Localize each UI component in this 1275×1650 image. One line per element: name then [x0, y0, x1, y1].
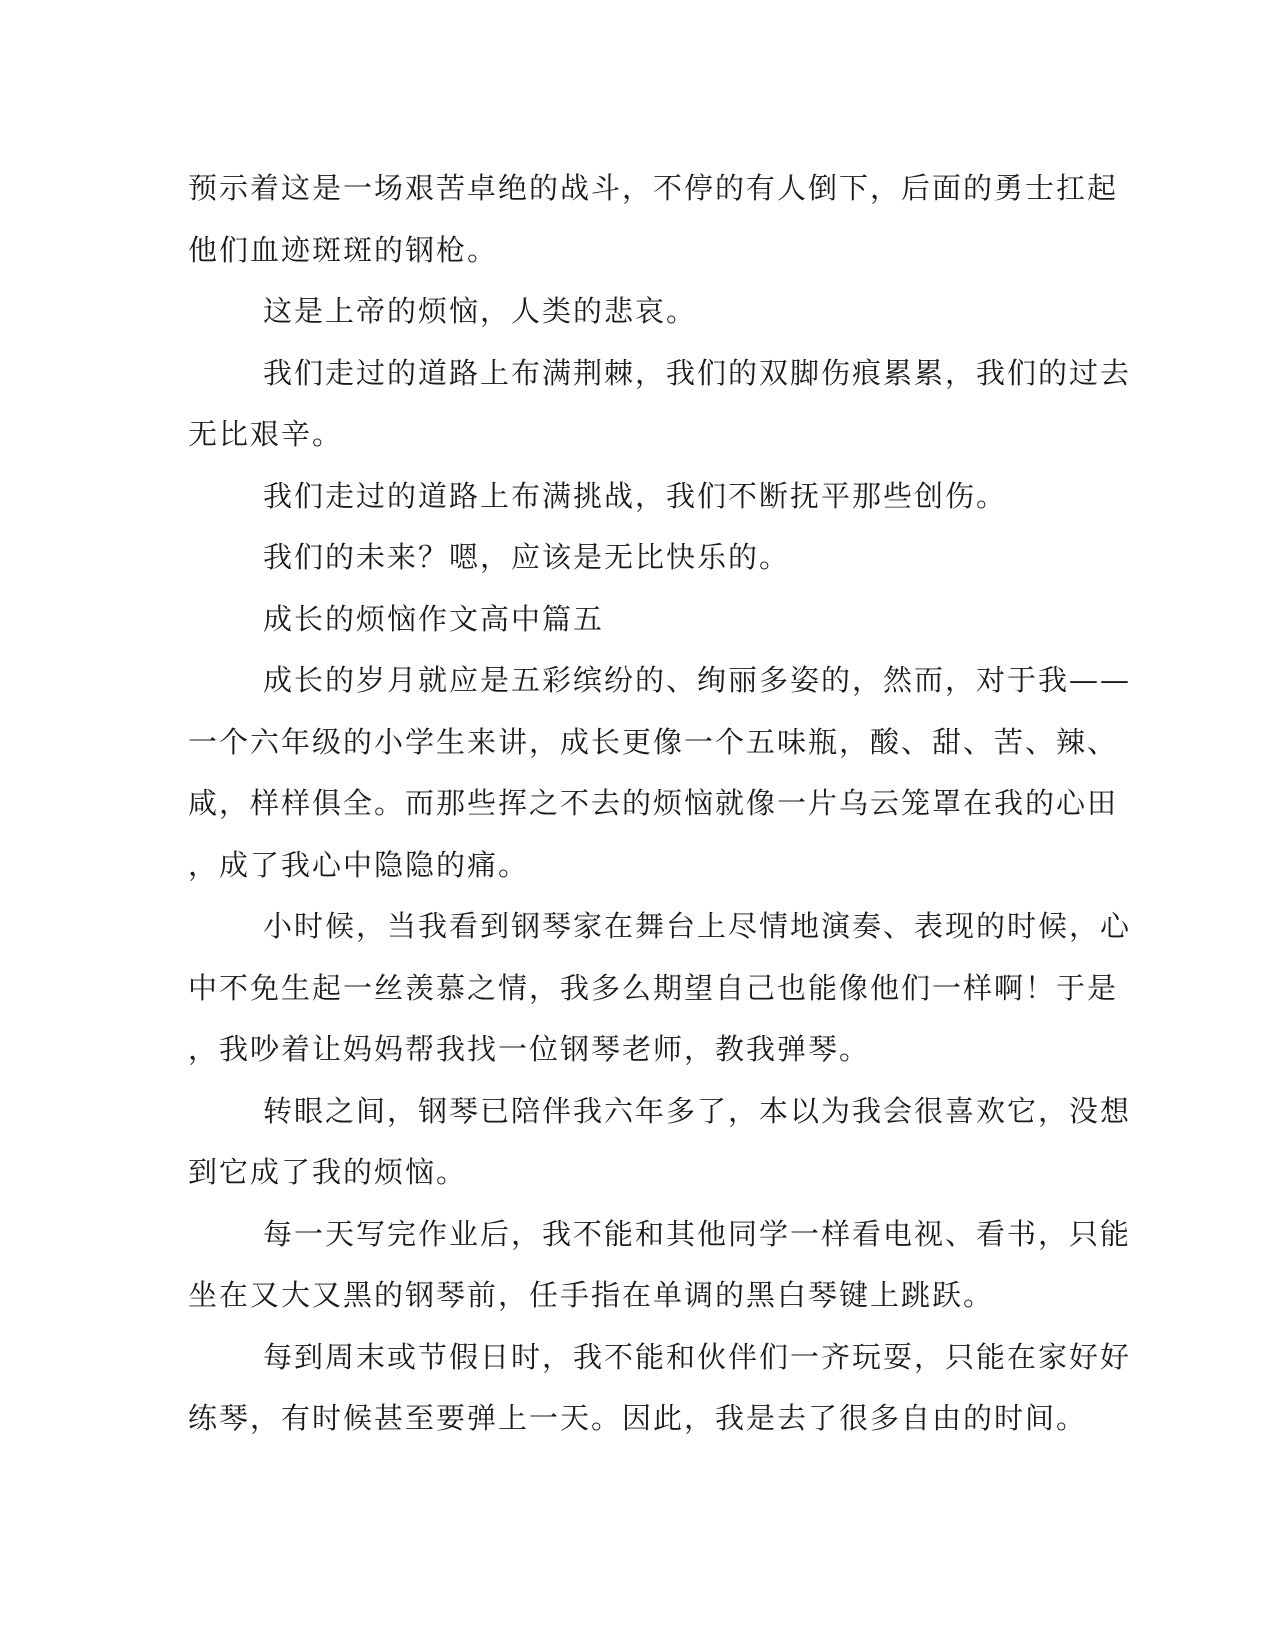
text-line-17: 到它成了我的烦恼。: [188, 1155, 468, 1189]
text-line-6: 我们走过的道路上布满挑战，我们不断抚平那些创伤。: [263, 478, 1008, 513]
text-line-18: 每一天写完作业后，我不能和其他同学一样看电视、看书，只能: [263, 1216, 1132, 1251]
text-line-10: 一个六年级的小学生来讲，成长更像一个五味瓶，酸、甜、苦、辣、: [188, 724, 1119, 759]
text-line-4: 我们走过的道路上布满荆棘，我们的双脚伤痕累累，我们的过去: [263, 355, 1132, 390]
text-line-1: 预示着这是一场艰苦卓绝的战斗，不停的有人倒下，后面的勇士扛起: [188, 171, 1119, 205]
text-line-19: 坐在又大又黑的钢琴前，任手指在单调的黑白琴键上跳跃。: [188, 1278, 995, 1312]
text-line-14: 中不免生起一丝羡慕之情，我多么期望自己也能像他们一样啊！于是: [188, 970, 1119, 1005]
text-line-5: 无比艰辛。: [188, 417, 344, 451]
text-line-13: 小时候，当我看到钢琴家在舞台上尽情地演奏、表现的时候，心: [263, 909, 1132, 943]
text-line-3: 这是上帝的烦恼，人类的悲哀。: [263, 294, 698, 328]
document-body: [188, 158, 1132, 1450]
text-line-7: 我们的未来？嗯，应该是无比快乐的。: [263, 540, 791, 574]
text-line-12: ，成了我心中隐隐的痛。: [188, 847, 530, 882]
text-line-21: 练琴，有时候甚至要弹上一天。因此，我是去了很多自由的时间。: [188, 1401, 1088, 1435]
text-line-16: 转眼之间，钢琴已陪伴我六年多了，本以为我会很喜欢它，没想: [263, 1093, 1132, 1128]
text-line-11: 咸，样样俱全。而那些挥之不去的烦恼就像一片乌云笼罩在我的心田: [188, 786, 1119, 820]
section-heading: 成长的烦恼作文高中篇五: [263, 601, 605, 636]
text-line-2: 他们血迹斑斑的钢枪。: [188, 232, 499, 267]
text-line-20: 每到周末或节假日时，我不能和伙伴们一齐玩耍，只能在家好好: [263, 1339, 1132, 1374]
text-line-15: ，我吵着让妈妈帮我找一位钢琴老师，教我弹琴。: [188, 1032, 871, 1066]
text-line-9: 成长的岁月就应是五彩缤纷的、绚丽多姿的，然而，对于我——: [263, 663, 1132, 697]
